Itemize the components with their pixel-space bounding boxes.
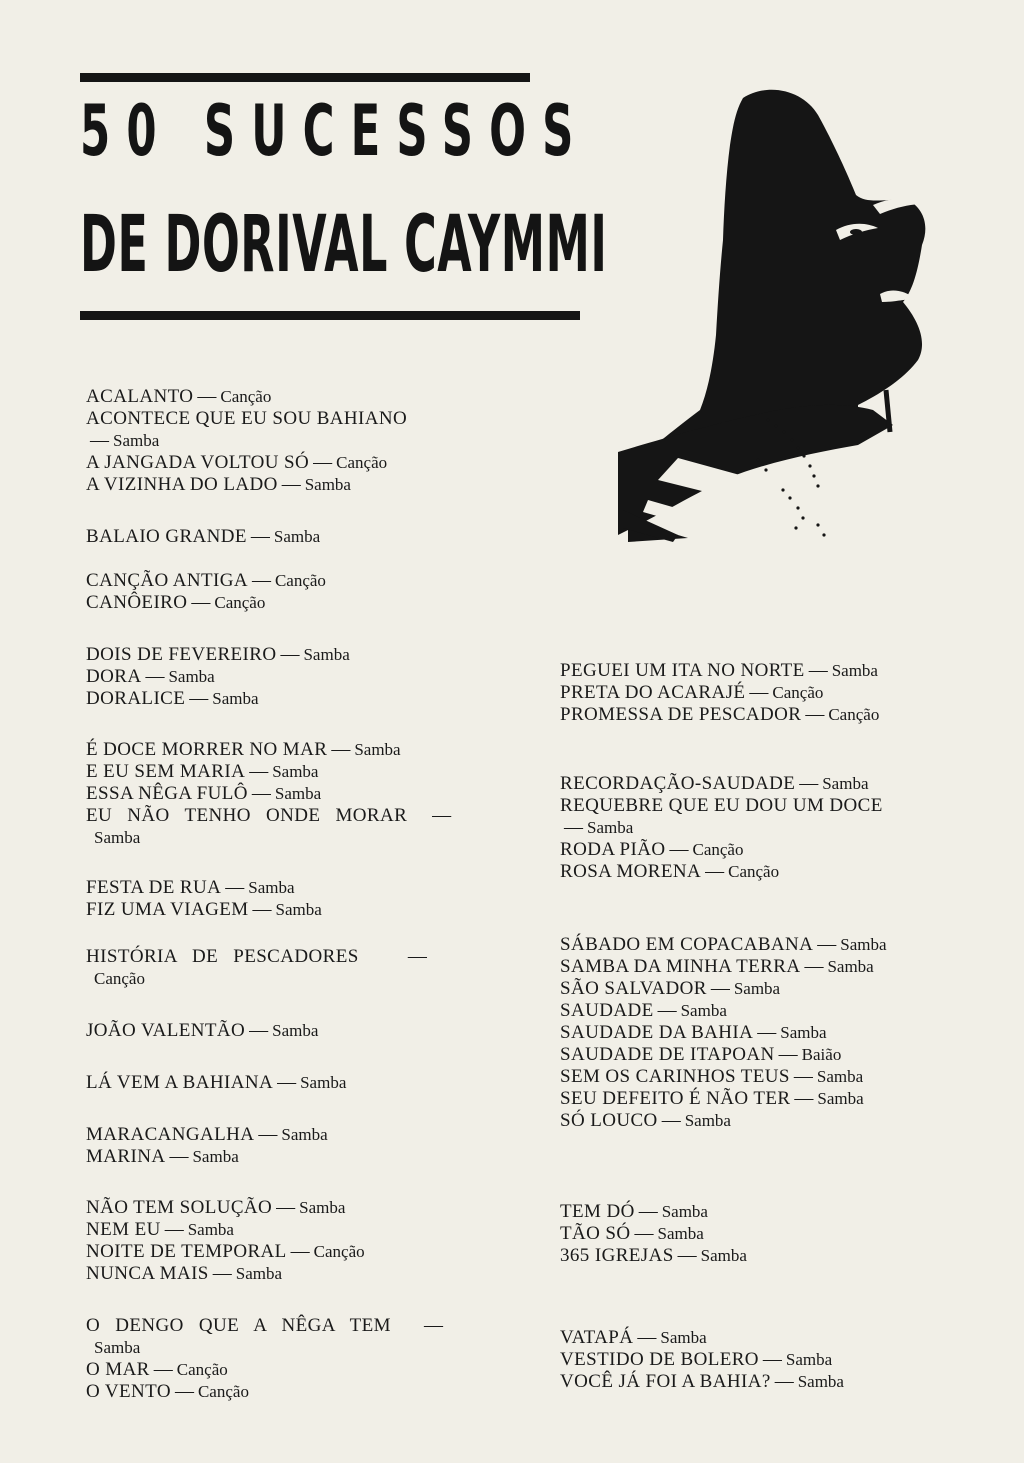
song-line (86, 968, 476, 990)
song-line (86, 877, 322, 899)
song-genre: Samba (840, 935, 887, 954)
song-line (560, 660, 879, 682)
song-line (86, 1072, 346, 1094)
song-genre: Samba (303, 645, 350, 664)
song-title: A JANGADA VOLTOU SÓ (86, 452, 310, 473)
song-line (86, 805, 476, 827)
song-line (560, 1245, 747, 1267)
song-group (86, 644, 350, 710)
separator-dash: — (423, 1315, 443, 1336)
song-line (86, 452, 415, 474)
separator-dash: — (258, 1124, 278, 1145)
song-genre: Canção (728, 862, 780, 881)
song-line (560, 1044, 887, 1066)
song-line (86, 430, 415, 452)
song-genre: Samba (780, 1023, 827, 1042)
song-title: O DENGO QUE A NÊGA TEM (86, 1315, 391, 1336)
song-group (86, 1072, 346, 1094)
song-genre: Samba (300, 1073, 347, 1092)
song-group (86, 877, 322, 921)
song-title: MARINA (86, 1146, 166, 1167)
separator-dash: — (189, 688, 209, 709)
song-genre: Samba (831, 661, 878, 680)
separator-dash: — (280, 644, 300, 665)
separator-dash: — (638, 1201, 658, 1222)
separator-dash: — (749, 682, 769, 703)
song-title: NOITE DE TEMPORAL (86, 1241, 287, 1262)
song-line (86, 1124, 328, 1146)
song-group (560, 1201, 747, 1267)
separator-dash: — (277, 1072, 297, 1093)
song-group (86, 570, 326, 614)
song-title: ROSA MORENA (560, 861, 702, 882)
song-line (86, 1146, 328, 1168)
song-title: HISTÓRIA DE PESCADORES (86, 946, 359, 967)
song-title: O VENTO (86, 1381, 171, 1402)
song-genre: Samba (212, 689, 259, 708)
song-line (86, 644, 350, 666)
separator-dash: — (799, 773, 819, 794)
separator-dash: — (191, 592, 211, 613)
song-title: FESTA DE RUA (86, 877, 222, 898)
song-line (560, 934, 887, 956)
song-title: O MAR (86, 1359, 150, 1380)
song-genre: Samba (248, 878, 295, 897)
song-line (560, 1223, 747, 1245)
song-genre: Samba (817, 1089, 864, 1108)
song-genre: Samba (275, 900, 322, 919)
song-genre: Samba (192, 1147, 239, 1166)
song-group (560, 773, 891, 883)
song-line (560, 1088, 887, 1110)
separator-dash: — (432, 805, 452, 826)
separator-dash: — (250, 526, 270, 547)
song-genre: Samba (700, 1246, 747, 1265)
separator-dash: — (804, 956, 824, 977)
song-title: LÁ VEM A BAHIANA (86, 1072, 274, 1093)
song-title: TEM DÓ (560, 1201, 635, 1222)
song-genre: Samba (304, 475, 351, 494)
song-genre: Canção (692, 840, 744, 859)
separator-dash: — (251, 570, 271, 591)
song-title: SAUDADE (560, 1000, 654, 1021)
song-line (560, 1066, 887, 1088)
song-line (560, 773, 891, 795)
separator-dash: — (252, 899, 272, 920)
separator-dash: — (564, 817, 583, 838)
separator-dash: — (164, 1219, 184, 1240)
song-line (86, 761, 476, 783)
song-line (86, 899, 322, 921)
song-line (86, 1020, 318, 1042)
song-title: CANÇÃO ANTIGA (86, 570, 248, 591)
song-line (560, 1371, 844, 1393)
separator-dash: — (657, 1000, 677, 1021)
song-genre: Samba (354, 740, 401, 759)
song-genre: Samba (733, 979, 781, 998)
separator-dash: — (794, 1088, 814, 1109)
song-genre: Samba (187, 1220, 234, 1239)
song-genre: Samba (587, 818, 634, 837)
song-genre: Samba (274, 784, 322, 803)
song-line (86, 783, 476, 805)
song-group (86, 739, 476, 849)
song-line (560, 978, 887, 1000)
bottom-rule (80, 311, 580, 320)
separator-dash: — (637, 1327, 657, 1348)
separator-dash: — (281, 474, 301, 495)
song-title: FIZ UMA VIAGEM (86, 899, 249, 920)
song-title: VOCÊ JÁ FOI A BAHIA? (560, 1371, 771, 1392)
separator-dash: — (174, 1381, 194, 1402)
top-rule (80, 73, 530, 82)
song-genre: Samba (168, 667, 215, 686)
separator-dash: — (757, 1022, 777, 1043)
song-group (86, 946, 476, 990)
song-title: DOIS DE FEVEREIRO (86, 644, 277, 665)
song-genre: Canção (828, 705, 880, 724)
song-genre: Samba (827, 957, 874, 976)
song-line (560, 1022, 887, 1044)
song-title: NÃO TEM SOLUÇÃO (86, 1197, 273, 1218)
song-title: PEGUEI UM ITA NO NORTE (560, 660, 805, 681)
song-group (560, 1327, 844, 1393)
song-title: SEM OS CARINHOS TEUS (560, 1066, 790, 1087)
separator-dash: — (762, 1349, 782, 1370)
song-title: SÁBADO EM COPACABANA (560, 934, 814, 955)
song-line (86, 1219, 365, 1241)
separator-dash: — (225, 877, 245, 898)
song-title: JOÃO VALENTÃO (86, 1020, 246, 1041)
page-title-line2: DE DORIVAL CAYMMI (80, 200, 608, 290)
song-line (560, 704, 879, 726)
song-line (86, 1241, 365, 1263)
song-line (86, 739, 476, 761)
song-line (560, 1349, 844, 1371)
song-line (560, 1000, 887, 1022)
song-genre: Samba (822, 774, 869, 793)
song-line (560, 861, 891, 883)
separator-dash: — (90, 430, 109, 451)
song-line (86, 1263, 365, 1285)
song-title: SAUDADE DE ITAPOAN (560, 1044, 775, 1065)
song-group (86, 1315, 476, 1403)
song-line (86, 946, 476, 968)
song-line (86, 1359, 476, 1381)
song-line (86, 1197, 365, 1219)
separator-dash: — (212, 1263, 232, 1284)
song-title: SAMBA DA MINHA TERRA (560, 956, 801, 977)
song-title: NUNCA MAIS (86, 1263, 209, 1284)
song-genre: Samba (272, 762, 319, 781)
song-title: A VIZINHA DO LADO (86, 474, 278, 495)
song-line (86, 666, 350, 688)
song-genre: Samba (94, 828, 141, 847)
song-line (560, 682, 879, 704)
song-title: SÃO SALVADOR (560, 978, 707, 999)
song-genre: Samba (657, 1224, 704, 1243)
song-title: EU NÃO TENHO ONDE MORAR (86, 805, 408, 826)
separator-dash: — (197, 386, 217, 407)
song-line (560, 817, 891, 839)
song-title: VATAPÁ (560, 1327, 634, 1348)
separator-dash: — (249, 1020, 269, 1041)
song-title: PRETA DO ACARAJÉ (560, 682, 746, 703)
separator-dash: — (407, 946, 427, 967)
separator-dash: — (249, 761, 269, 782)
song-genre: Samba (684, 1111, 731, 1130)
separator-dash: — (145, 666, 165, 687)
song-title: BALAIO GRANDE (86, 526, 247, 547)
song-group (86, 1197, 365, 1285)
song-genre: Samba (661, 1202, 708, 1221)
separator-dash: — (805, 704, 825, 725)
song-genre: Samba (273, 527, 321, 546)
song-line (560, 956, 887, 978)
song-genre: Samba (816, 1067, 864, 1086)
separator-dash: — (290, 1241, 310, 1262)
song-genre: Samba (235, 1264, 283, 1283)
song-genre: Baião (801, 1045, 842, 1064)
song-title: VESTIDO DE BOLERO (560, 1349, 759, 1370)
song-line (86, 827, 476, 849)
song-line (86, 1381, 476, 1403)
song-title: SEU DEFEITO É NÃO TER (560, 1088, 791, 1109)
song-genre: Samba (680, 1001, 727, 1020)
song-line (560, 1110, 887, 1132)
song-genre: Canção (214, 593, 266, 612)
song-title: SÓ LOUCO (560, 1110, 658, 1131)
page-title-line1: 50 SUCESSOS (80, 90, 590, 172)
separator-dash: — (710, 978, 730, 999)
song-title: MARACANGALHA (86, 1124, 255, 1145)
song-group (560, 934, 887, 1132)
song-genre: Canção (94, 969, 145, 988)
song-genre: Canção (274, 571, 326, 590)
separator-dash: — (774, 1371, 794, 1392)
separator-dash: — (778, 1044, 798, 1065)
separator-dash: — (677, 1245, 697, 1266)
song-line (86, 526, 320, 548)
song-title: PROMESSA DE PESCADOR (560, 704, 802, 725)
song-group (86, 386, 415, 496)
song-genre: Samba (785, 1350, 833, 1369)
song-line (560, 795, 891, 817)
song-title: SAUDADE DA BAHIA (560, 1022, 754, 1043)
song-title: RECORDAÇÃO-SAUDADE (560, 773, 796, 794)
song-line (86, 386, 415, 408)
song-title: DORA (86, 666, 142, 687)
song-title: CANÔEIRO (86, 592, 188, 613)
song-group (86, 1020, 318, 1042)
separator-dash: — (793, 1066, 813, 1087)
separator-dash: — (817, 934, 837, 955)
song-genre: Samba (797, 1372, 844, 1391)
song-genre: Samba (281, 1125, 328, 1144)
song-genre: Samba (113, 431, 160, 450)
separator-dash: — (331, 739, 351, 760)
separator-dash: — (634, 1223, 654, 1244)
song-line (86, 688, 350, 710)
song-title: RODA PIÃO (560, 839, 666, 860)
song-line (86, 592, 326, 614)
song-title: REQUEBRE QUE EU DOU UM DOCE (560, 795, 883, 816)
separator-dash: — (169, 1146, 189, 1167)
song-genre: Canção (313, 1242, 365, 1261)
song-line (560, 839, 891, 861)
song-title: TÃO SÓ (560, 1223, 631, 1244)
separator-dash: — (313, 452, 333, 473)
song-line (86, 570, 326, 592)
song-genre: Samba (272, 1021, 319, 1040)
song-group (86, 1124, 328, 1168)
song-title: ESSA NÊGA FULÔ (86, 783, 248, 804)
song-line (86, 408, 415, 430)
separator-dash: — (808, 660, 828, 681)
song-genre: Samba (660, 1328, 707, 1347)
song-title: E EU SEM MARIA (86, 761, 246, 782)
separator-dash: — (153, 1359, 173, 1380)
song-genre: Canção (220, 387, 272, 406)
song-group (560, 660, 879, 726)
song-title: NEM EU (86, 1219, 161, 1240)
song-genre: Canção (772, 683, 824, 702)
separator-dash: — (705, 861, 725, 882)
song-line (560, 1327, 844, 1349)
portrait-illustration (618, 80, 938, 550)
song-line (86, 1315, 476, 1337)
song-line (86, 1337, 476, 1359)
song-genre: Samba (299, 1198, 346, 1217)
song-genre: Samba (94, 1338, 141, 1357)
separator-dash: — (669, 839, 689, 860)
song-genre: Canção (176, 1360, 228, 1379)
song-title: É DOCE MORRER NO MAR (86, 739, 328, 760)
song-title: ACONTECE QUE EU SOU BAHIANO (86, 408, 408, 429)
song-line (560, 1201, 747, 1223)
song-line (86, 474, 415, 496)
separator-dash: — (276, 1197, 296, 1218)
song-title: DORALICE (86, 688, 186, 709)
song-title: ACALANTO (86, 386, 194, 407)
separator-dash: — (661, 1110, 681, 1131)
song-title: 365 IGREJAS (560, 1245, 674, 1266)
song-group (86, 526, 320, 548)
song-genre: Canção (336, 453, 388, 472)
separator-dash: — (251, 783, 271, 804)
song-genre: Canção (197, 1382, 249, 1401)
